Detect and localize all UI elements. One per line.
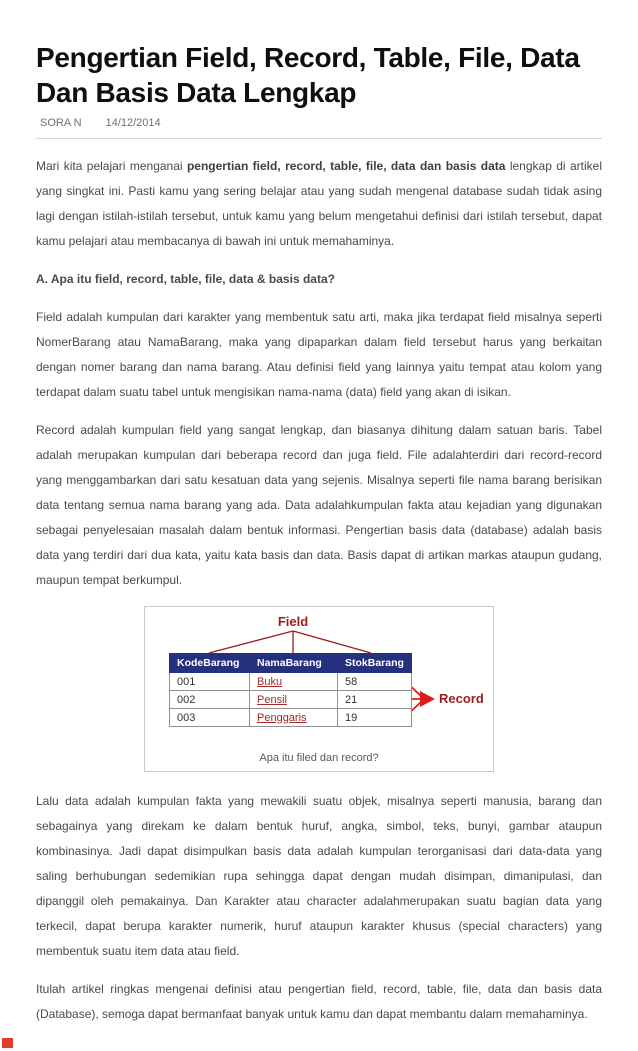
cell-stok: 19 (338, 709, 412, 727)
table-row (170, 691, 412, 709)
header-divider (36, 138, 602, 139)
paragraph-data-definition: Lalu data adalah kumpulan fakta yang mewakili suatu objek, misalnya seperti manusia, barang dan sebagainya yang direkam ke dalam bentuk huruf, angka, simbol, teks, bunyi, gambar ataupun kombinasinya. Jadi dapat disimpulkan basis data adalah kumpulan terorganisasi dari data-data yang saling berhubungan sedemikian rupa sehingga dapat dengan mudah disimpan, dimanipulasi, dan dipanggil oleh pemakainya. Dan Karakter atau character adalahmerupakan suatu bagian data yang terkecil, dapat berupa karakter numerik, huruf ataupun karakter khusus (special characters) yang membentuk suatu item data atau field. (36, 794, 602, 958)
cell-stok: 21 (338, 691, 412, 709)
table-header-kodebarang: KodeBarang (170, 654, 250, 673)
intro-text-pre: Mari kita pelajari menganai (36, 159, 187, 173)
cell-stok: 58 (338, 673, 412, 691)
table-header-stokbarang: StokBarang (338, 654, 412, 673)
diagram-table-head (170, 654, 412, 673)
paragraph-record-definition: Record adalah kumpulan field yang sangat lengkap, dan biasanya dihitung dalam satuan baris. Tabel adalah merupakan kumpulan dari beberapa record dan juga field. File adalahterdiri dari record-record yang menggambarkan dari satu kesatuan data yang sejenis. Misalnya seperti file nama barang berisikan data tentang semua nama barang yang ada. Data adalahkumpulan fakta atau kejadian yang digunakan sebagai penyelesaian masalah dalam bentuk informasi. Pengertian basis data (database) adalah basis data yang terdiri dari dua kata, yaitu kata basis dan data. Basis dapat di artikan markas ataupun gudang, maupun tempat berkumpul. (36, 423, 602, 587)
cell-nama-link[interactable]: Penggaris (250, 709, 338, 727)
diagram-table (169, 653, 412, 727)
paragraph-field-definition: Field adalah kumpulan dari karakter yang membentuk satu arti, maka jika terdapat field misalnya seperti NomerBarang atau NamaBarang, maka yang dipaparkan dalam field tersebut harus yang berkaitan dengan nomer barang dan nama barang. Atau definisi field yang lainnya yaitu tempat atau kolom yang terdapat dalam suatu tabel untuk mengisikan nama-nama (data) field yang akan di isikan. (36, 310, 602, 399)
field-fan-line-left (209, 631, 293, 653)
author-name[interactable]: SORA N (40, 117, 82, 129)
diagram-caption: Apa itu filed dan record? (259, 752, 379, 764)
paragraph-intro (36, 154, 602, 254)
section-heading: A. Apa itu field, record, table, file, data & basis data? (36, 272, 335, 286)
byline (36, 117, 602, 129)
page-corner-artifact (2, 1038, 13, 1048)
cell-nama-link[interactable]: Pensil (250, 691, 338, 709)
diagram-figure (144, 606, 494, 772)
cell-kode: 001 (170, 673, 250, 691)
table-header-row (170, 654, 412, 673)
cell-nama-link[interactable]: Buku (250, 673, 338, 691)
field-fan-line-right (293, 631, 371, 653)
intro-text-post: lengkap di artikel yang singkat ini. Pasti kamu yang sering belajar atau yang sudah mengenal database sudah tidak asing lagi dengan istilah-istilah tersebut, untuk kamu yang belum mengetahui definisi dari istilah tersebut, dapat kamu pelajari atau membacanya di bawah ini untuk memahaminya. (36, 159, 602, 248)
table-row (170, 709, 412, 727)
page-title: Pengertian Field, Record, Table, File, Data Dan Basis Data Lengkap (36, 42, 580, 108)
diagram-field-label: Field (277, 614, 309, 629)
table-header-namabarang: NamaBarang (250, 654, 338, 673)
publish-date: 14/12/2014 (105, 117, 161, 129)
intro-text-bold: pengertian field, record, table, file, data dan basis data (186, 159, 506, 173)
cell-kode: 002 (170, 691, 250, 709)
field-record-diagram (144, 606, 494, 772)
diagram-table-body (170, 673, 412, 727)
article-body (36, 154, 602, 1027)
diagram-record-label: Record (439, 691, 484, 706)
paragraph-closing: Itulah artikel ringkas mengenai definisi atau pengertian field, record, table, file, data dan basis data (Database), semoga dapat bermanfaat banyak untuk kamu dan dapat membantu dalam memahaminya. (36, 982, 602, 1021)
record-arrowhead-icon (420, 691, 435, 707)
table-row (170, 673, 412, 691)
cell-kode: 003 (170, 709, 250, 727)
